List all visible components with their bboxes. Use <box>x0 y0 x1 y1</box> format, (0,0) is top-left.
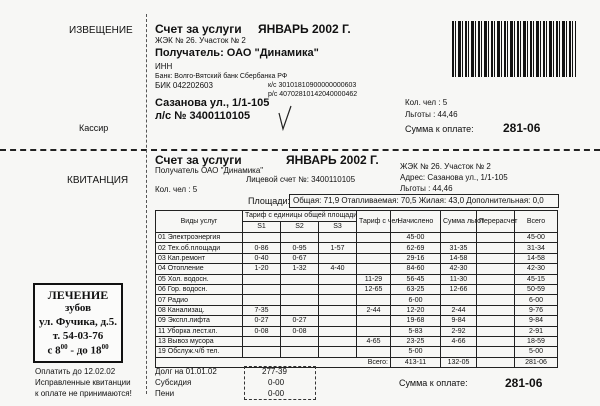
barcode <box>452 21 576 77</box>
table-total-row: Всего: 413-11 132-05 281-06 <box>156 357 558 367</box>
ad-line-1: ЛЕЧЕНИЕ <box>47 288 109 302</box>
left-stub-separator <box>146 14 147 394</box>
table-row: 07 Радио 6-00 6-00 <box>156 295 558 305</box>
handwritten-checkmark <box>278 105 292 131</box>
notice-label: ИЗВЕЩЕНИЕ <box>69 25 133 36</box>
notice-bank: Банк: Волго-Вятский банк Сбербанка РФ <box>155 73 288 80</box>
penalty-value: 0-00 <box>268 389 285 398</box>
notice-sum-value: 281-06 <box>503 121 541 135</box>
notice-receipt-separator <box>0 149 600 151</box>
cashier-label: Кассир <box>79 123 109 133</box>
notice-address: Сазанова ул., 1/1-105 <box>155 97 270 109</box>
table-row: 11 Уборка лест.кл. 0-08 0-08 5-83 2-92 2-91 <box>156 326 558 336</box>
receipt-label: КВИТАНЦИЯ <box>67 175 129 186</box>
ad-line-3: ул. Фучика, д.5. <box>38 316 118 328</box>
header-total: Всего <box>515 211 558 233</box>
header-tariff-area: Тариф с единицы общей площади <box>243 211 357 222</box>
table-row: 02 Тех.об.площади 0-86 0-95 1-57 62-69 31-35 31-34 <box>156 243 558 253</box>
notice-bik: БИК 042202603 <box>155 81 213 90</box>
table-row: 09 Экспл.лифта 0-27 0-27 19-68 9-84 9-84 <box>156 316 558 326</box>
dental-ad <box>33 283 123 363</box>
ad-line-2: зубов <box>64 302 92 314</box>
notice-title: Счет за услуги <box>155 22 242 36</box>
debt-label: Долг на 01.01.02 <box>155 367 217 376</box>
table-row: 13 Вывоз мусора 4-65 23-25 4-66 18-59 <box>156 336 558 346</box>
table-row: 06 Гор. водосн. 12-65 63-25 12-66 50-59 <box>156 284 558 294</box>
table-row: 01 Электроэнергия 45-00 45-00 <box>156 233 558 243</box>
header-charged: Начислено <box>391 211 441 233</box>
receipt-address: Адрес: Сазанова ул., 1/1-105 <box>400 173 508 182</box>
ad-line-5: с $8^{00}$ - до $18^{00}$ <box>47 343 109 357</box>
receipt-recipient: Получатель ОАО "Динамика" <box>155 166 264 175</box>
notice-account: л/с № 3400110105 <box>155 110 251 122</box>
services-table <box>155 210 558 368</box>
notice-sum-label: Сумма к оплате: <box>405 124 474 134</box>
table-row: 05 Хол. водосн. 11-29 56-45 11-30 45-15 <box>156 274 558 284</box>
notice-period: ЯНВАРЬ 2002 Г. <box>258 22 351 36</box>
notice-persons: Кол. чел : 5 <box>405 98 448 107</box>
notice-zhek: ЖЭК № 26. Участок № 2 <box>155 36 246 45</box>
subsidy-label: Субсидия <box>155 378 192 387</box>
receipt-title: Счет за услуги <box>155 153 242 167</box>
penalty-label: Пени <box>155 389 175 398</box>
area-values: Общая: 71,9 Отапливаемая: 70,5 Жилая: 43,0 Дополнительная: 0,0 <box>293 196 544 205</box>
header-benefits-sum: Сумма льгот <box>441 211 477 233</box>
receipt-sum-value: 281-06 <box>505 376 543 390</box>
receipt-sum-label: Сумма к оплате: <box>399 378 468 388</box>
notice-ks: к/с 30101810900000000603 <box>268 82 357 89</box>
corrected-note-1: Исправленные квитанции <box>35 378 131 387</box>
header-tariff-person: Тариф с чел. <box>357 211 391 233</box>
debt-value: 277-39 <box>262 367 287 376</box>
header-s3: S3 <box>319 222 357 233</box>
subsidy-value: 0-00 <box>268 378 285 387</box>
table-row: 19 Обслуж.ч/б тел. 5-00 5-00 <box>156 347 558 357</box>
table-row: 08 Канализац. 7-35 2-44 12-20 2-44 9-76 <box>156 305 558 315</box>
header-s1: S1 <box>243 222 281 233</box>
area-label: Площади: <box>248 196 291 206</box>
notice-benefits: Льготы : 44,46 <box>405 110 458 119</box>
notice-inn: ИНН <box>155 62 173 71</box>
notice-recipient: Получатель: ОАО "Динамика" <box>155 47 319 59</box>
corrected-note-2: к оплате не принимаются! <box>35 389 132 398</box>
receipt-benefits: Льготы : 44,46 <box>400 184 453 193</box>
ad-line-4: т. 54-03-76 <box>52 330 104 342</box>
header-recalc: Перерасчет <box>477 211 515 233</box>
table-row: 04 Отопление 1-20 1-32 4-40 84-60 42-30 42-30 <box>156 264 558 274</box>
table-row: 03 Кап.ремонт 0-40 0-67 29-16 14-58 14-58 <box>156 253 558 263</box>
pay-until: Оплатить до 12.02.02 <box>35 367 116 376</box>
header-services: Виды услуг <box>156 211 243 233</box>
notice-rs: р/с 40702810142040000462 <box>268 91 358 98</box>
receipt-period: ЯНВАРЬ 2002 Г. <box>286 153 379 167</box>
receipt-account: Лицевой счет №: 3400110105 <box>246 175 356 184</box>
receipt-zhek: ЖЭК № 26. Участок № 2 <box>400 162 491 171</box>
header-s2: S2 <box>281 222 319 233</box>
receipt-persons: Кол. чел : 5 <box>155 185 198 194</box>
